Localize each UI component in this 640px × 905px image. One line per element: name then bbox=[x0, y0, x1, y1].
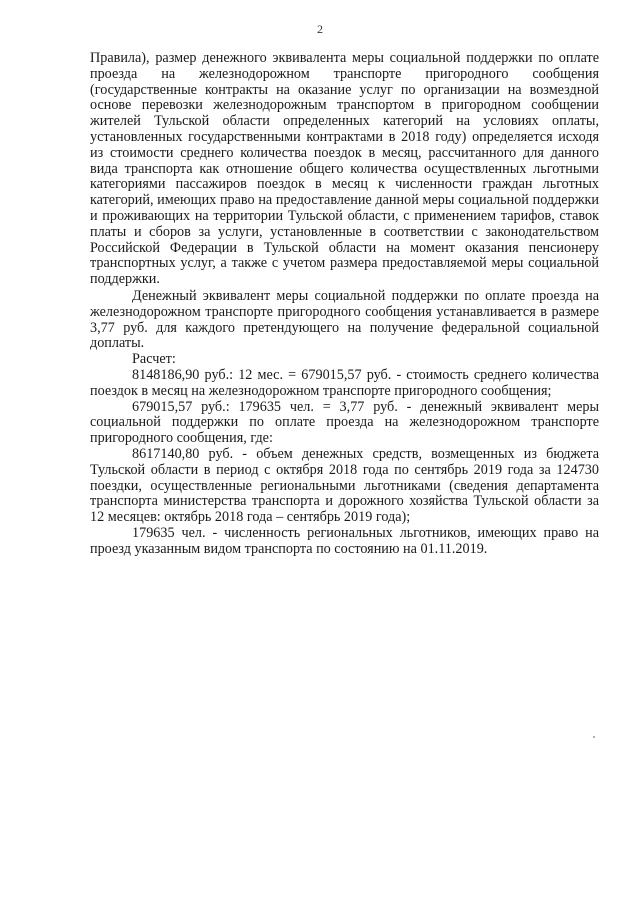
document-body bbox=[90, 51, 599, 558]
paragraph-beneficiaries-count: 179635 чел. - численность региональных льготников, имеющих право на проезд указанным видом транспорта по состоянию на 01.11.2019. bbox=[90, 524, 599, 557]
paragraph-rules-intro: Правила), размер денежного эквивалента меры социальной поддержки по оплате проезда на железнодорожном транспорте пригородного сообщения (государственные контракты на оказание услуг по организации на возмездной основе перевозки железнодорожным транспортом в пригородном сообщении жителей Тульской области определенных категорий на условиях оплаты, установленных государственными контрактами в 2018 году) определяется исходя из стоимости среднего количества поездок в месяц, рассчитанного для данного вида транспорта как отношение общего количества осуществленных льготными категориями пассажиров поездок в месяц к численности граждан льготных категорий, имеющих право на предоставление данной меры социальной поддержки и проживающих на территории Тульской области, с применением тарифов, ставок платы и сборов за услуги, установленные в соответствии с законодательством Российской Федерации в Тульской области на момент оказания пенсионеру транспортных услуг, а также с учетом размера предоставляемой меры социальной поддержки. bbox=[90, 50, 599, 288]
paragraph-budget-volume: 8617140,80 руб. - объем денежных средств, возмещенных из бюджета Тульской области в период с октября 2018 года по сентябрь 2019 года за 124730 поездки, осуществленные региональными льготниками (сведения департамента транспорта министерства транспорта и дорожного хозяйства Тульской области за 12 месяцев: октябрь 2018 года – сентябрь 2019 года); bbox=[90, 445, 599, 526]
paragraph-equivalent-formula: 679015,57 руб.: 179635 чел. = 3,77 руб. - денежный эквивалент меры социальной поддержки по оплате проезда на железнодорожном транспорте пригородного сообщения, где: bbox=[90, 398, 599, 447]
paragraph-calculation-heading: Расчет: bbox=[132, 351, 176, 368]
page-number: 2 bbox=[317, 22, 323, 36]
paragraph-equivalent: Денежный эквивалент меры социальной поддержки по оплате проезда на железнодорожном транспорте пригородного сообщения устанавливается в размере 3,77 руб. для каждого претендующего на получение федеральной социальной доплаты. bbox=[90, 287, 599, 352]
paragraph-monthly-cost: 8148186,90 руб.: 12 мес. = 679015,57 руб. - стоимость среднего количества поездок в месяц на железнодорожном транспорте пригородного сообщения; bbox=[90, 366, 599, 399]
scan-speck bbox=[593, 736, 595, 738]
